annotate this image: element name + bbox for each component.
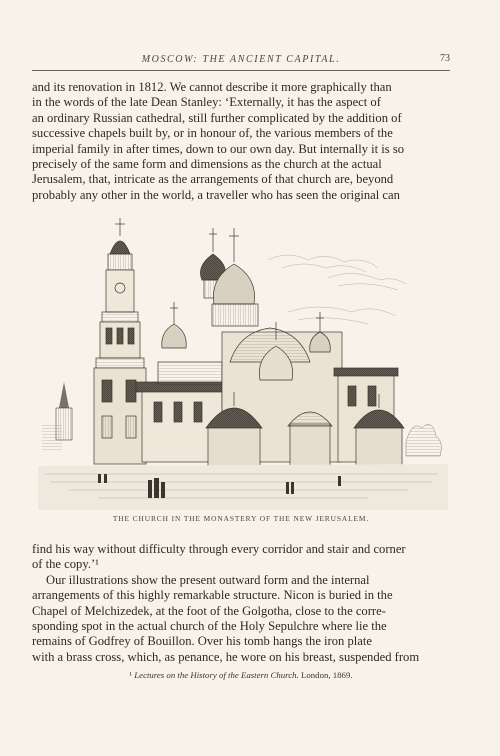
paragraph-1 (32, 80, 450, 203)
text-line: remains of Godfrey of Bouillon. Over his tomb hangs the iron plate (32, 634, 372, 649)
footnote-title: Lectures on the History of the Eastern Church. (134, 670, 299, 680)
distant-trees-right (406, 424, 441, 456)
figure-caption: THE CHURCH IN THE MONASTERY OF THE NEW JERUSALEM. (112, 514, 370, 523)
text-line: Our illustrations show the present outward form and the internal (46, 572, 370, 587)
text-line: of the copy.’¹ (32, 557, 99, 572)
text-line: with a brass cross, which, as penance, he wore on his breast, suspended from (32, 649, 420, 664)
footnote-details: London, 1869. (301, 670, 353, 680)
page-number: 73 (440, 53, 450, 64)
text-line: and its renovation in 1812. We cannot describe it more graphically than (32, 80, 392, 94)
sky-clouds (268, 255, 406, 324)
paragraph-2 (32, 542, 450, 665)
text-line: precisely of the same form and dimensions as the church at the actual (32, 157, 382, 172)
footnote-marker: ¹ (129, 670, 133, 680)
text-line: an ordinary Russian cathedral, still further complicated by the addition of (32, 110, 402, 125)
distant-church-left (42, 382, 72, 450)
page-header (32, 50, 450, 71)
onion-domes (162, 228, 331, 380)
text-line: arrangements of this highly remarkable structure. Nicon is buried in the (32, 588, 393, 603)
text-line: Chapel of Melchizedek, at the foot of the Golgotha, close to the corre- (32, 603, 386, 618)
text-line: Jerusalem, that, intricate as the arrangements of that church are, beyond (32, 172, 394, 187)
text-line: successive chapels built by, or in honour of, the various members of the (32, 126, 393, 141)
ground (38, 464, 448, 510)
text-line: in the words of the late Dean Stanley: ‘Externally, it has the aspect of (32, 95, 381, 110)
running-title: MOSCOW: THE ANCIENT CAPITAL. (141, 54, 341, 65)
text-line: find his way without difficulty through every corridor and stair and corner (32, 542, 406, 556)
text-line: imperial family in after times, down to our own day. But internally it is so (32, 141, 405, 156)
bell-tower (94, 218, 146, 464)
text-line: probably any other in the world, a traveller who has seen the original can (32, 187, 400, 202)
footnote (32, 670, 450, 680)
church-engraving (38, 212, 448, 510)
text-line: sponding spot in the actual church of the Holy Sepulchre where lie the (32, 619, 387, 634)
